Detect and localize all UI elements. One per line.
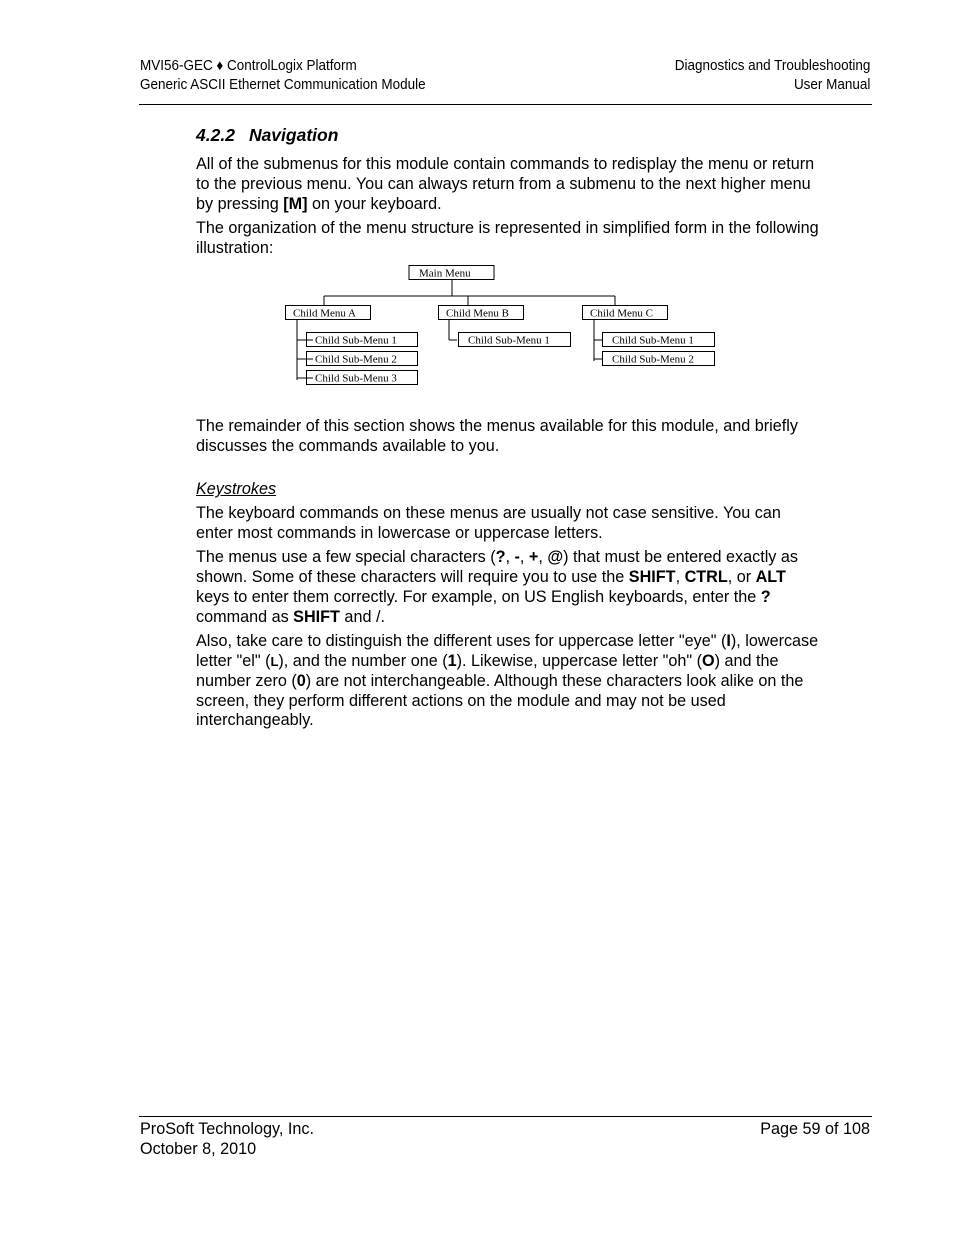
menu-tree-svg — [281, 265, 731, 407]
key-ctrl: CTRL — [684, 568, 728, 587]
b-sub1-label: Child Sub-Menu 1 — [468, 334, 550, 347]
char-el: L — [270, 653, 279, 669]
menu-structure-diagram — [196, 263, 821, 411]
char-minus: - — [514, 548, 520, 567]
key-shift: SHIFT — [628, 568, 676, 587]
paragraph-case-sensitivity: The keyboard commands on these menus are usually not case sensitive. You can enter most commands in lowercase or uppercase letters. — [196, 504, 781, 543]
paragraph-special-characters — [196, 548, 821, 627]
keystrokes-heading: Keystrokes — [196, 480, 277, 499]
paragraph-organization: The organization of the menu structure is represented in simplified form in the following illustration: — [196, 218, 819, 257]
page-number: Page 59 of 108 — [760, 1120, 870, 1138]
char-oh: O — [702, 651, 715, 670]
text: , — [519, 548, 529, 567]
page-content — [196, 124, 821, 736]
header-product-title: MVI56-GEC ♦ ControlLogix Platform — [140, 58, 357, 74]
header-right — [674, 57, 870, 95]
text: ) are not interchangeable. Although these characters look alike on the screen, they perform different actions on the module and may not be used interchangeably. — [196, 671, 804, 730]
main-menu-label: Main Menu — [419, 267, 471, 280]
text: and /. — [339, 607, 385, 626]
child-menu-a-label: Child Menu A — [293, 307, 356, 320]
char-zero: 0 — [296, 671, 306, 690]
footer-left — [140, 1120, 314, 1159]
paragraph-submenus — [196, 155, 821, 214]
text: ) and the number zero ( — [196, 651, 779, 690]
text: ) that must be entered exactly as shown. Some of these characters will require you to use the — [196, 548, 798, 587]
section-title: Navigation — [248, 125, 339, 145]
char-eye: I — [726, 632, 731, 651]
text: , — [538, 548, 548, 567]
char-one: 1 — [447, 651, 457, 670]
header-module-title: Generic ASCII Ethernet Communication Module — [140, 77, 426, 93]
header-doc-type: User Manual — [793, 77, 870, 93]
char-at: @ — [547, 548, 564, 567]
text: , — [675, 568, 685, 587]
a-sub1-label: Child Sub-Menu 1 — [315, 334, 397, 347]
paragraph-remainder: The remainder of this section shows the menus available for this module, and briefly discusses the commands available to you. — [196, 416, 798, 455]
a-sub2-label: Child Sub-Menu 2 — [315, 353, 397, 366]
a-sub3-label: Child Sub-Menu 3 — [315, 372, 397, 385]
char-plus: + — [528, 548, 539, 567]
char-question: ? — [760, 588, 771, 607]
text: ). Likewise, uppercase letter "oh" ( — [456, 651, 703, 670]
text: keys to enter them correctly. For example, on US English keyboards, enter the — [196, 588, 761, 607]
header-left — [140, 57, 426, 95]
key-alt: ALT — [755, 568, 786, 587]
child-menu-b-label: Child Menu B — [446, 307, 509, 320]
text: Also, take care to distinguish the different uses for uppercase letter "eye" ( — [196, 632, 727, 651]
header-chapter-title: Diagnostics and Troubleshooting — [674, 58, 870, 74]
text: command as — [196, 607, 294, 626]
paragraph-character-distinction — [196, 632, 821, 731]
section-number: 4.2.2 — [196, 125, 235, 145]
header-rule — [139, 104, 872, 105]
paragraph-text: All of the submenus for this module contain commands to redisplay the menu or return to the previous menu. You can always return from a submenu to the next higher menu by pressing — [196, 155, 815, 213]
char-question: ? — [495, 548, 506, 567]
c-sub2-label: Child Sub-Menu 2 — [612, 353, 694, 366]
section-heading — [196, 124, 821, 146]
text: The menus use a few special characters ( — [196, 548, 496, 567]
spacer — [196, 461, 821, 480]
footer-company: ProSoft Technology, Inc. — [140, 1120, 314, 1138]
c-sub1-label: Child Sub-Menu 1 — [612, 334, 694, 347]
footer-right — [760, 1120, 870, 1140]
text: ), lowercase letter "el" ( — [196, 632, 819, 670]
text: , — [505, 548, 515, 567]
key-m: [M] — [283, 194, 308, 213]
child-menu-c-label: Child Menu C — [590, 307, 653, 320]
text: ), and the number one ( — [278, 651, 448, 670]
text: , or — [727, 568, 756, 587]
key-shift: SHIFT — [293, 607, 340, 626]
footer-date: October 8, 2010 — [140, 1139, 257, 1158]
footer-rule — [139, 1116, 872, 1117]
paragraph-text: on your keyboard. — [307, 194, 442, 213]
